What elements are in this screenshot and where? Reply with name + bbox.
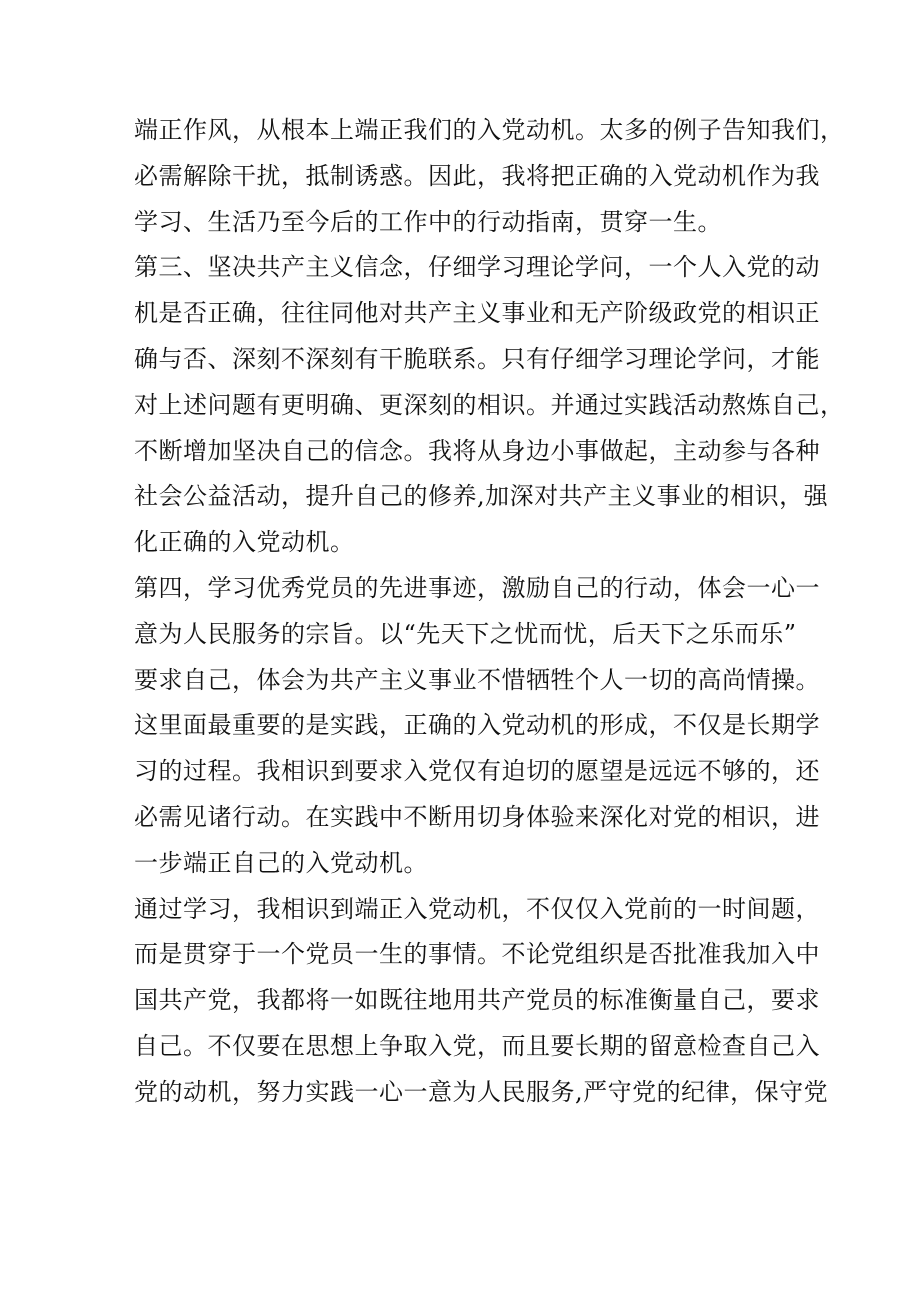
text-line: 确与否、深刻不深刻有干脆联系。只有仔细学习理论学问，才能: [134, 344, 820, 373]
text-line: 必需解除干扰，抵制诱惑。因此，我将把正确的入党动机作为我: [134, 161, 820, 190]
text-line: 要求自己，体会为共产主义事业不惜牺牲个人一切的高尚情操。: [134, 665, 820, 694]
text-line: 自己。不仅要在思想上争取入党，而且要长期的留意检查自己入: [134, 1031, 820, 1060]
text-line: 机是否正确，往往同他对共产主义事业和无产阶级政党的相识正: [134, 299, 820, 328]
text-line: 社会公益活动，提升自己的修养,加深对共产主义事业的相识，强: [134, 482, 829, 511]
text-line: 第三、坚决共产主义信念，仔细学习理论学问，一个人入党的动: [134, 253, 820, 282]
text-line: 这里面最重要的是实践，正确的入党动机的形成，不仅是长期学: [134, 711, 820, 740]
text-line: 而是贯穿于一个党员一生的事情。不论党组织是否批准我加入中: [134, 940, 820, 969]
text-line: 第四，学习优秀党员的先进事迹，激励自己的行动，体会一心一: [134, 573, 820, 602]
text-line: 端正作风，从根本上端正我们的入党动机。太多的例子告知我们，: [134, 116, 845, 144]
text-line: 意为人民服务的宗旨。以“先天下之忧而忧，后天下之乐而乐”: [134, 619, 797, 648]
text-line: 化正确的入党动机。: [134, 528, 355, 557]
text-line: 习的过程。我相识到要求入党仅有迫切的愿望是远远不够的，还: [134, 757, 820, 786]
text-line: 国共产党，我都将一如既往地用共产党员的标准衡量自己，要求: [134, 986, 820, 1015]
text-line: 不断增加坚决自己的信念。我将从身边小事做起，主动参与各种: [134, 436, 820, 465]
text-line: 党的动机，努力实践一心一意为人民服务,严守党的纪律，保守党: [134, 1077, 829, 1106]
text-line: 学习、生活乃至今后的工作中的行动指南，贯穿一生。: [134, 207, 722, 236]
document-body: [134, 108, 845, 1116]
text-line: 通过学习，我相识到端正入党动机，不仅仅入党前的一时间题，: [134, 894, 820, 923]
text-line: 必需见诸行动。在实践中不断用切身体验来深化对党的相识，进: [134, 802, 820, 831]
text-line: 对上述问题有更明确、更深刻的相识。并通过实践活动熬炼自己，: [134, 390, 845, 419]
text-line: 一步端正自己的入党动机。: [134, 848, 428, 877]
